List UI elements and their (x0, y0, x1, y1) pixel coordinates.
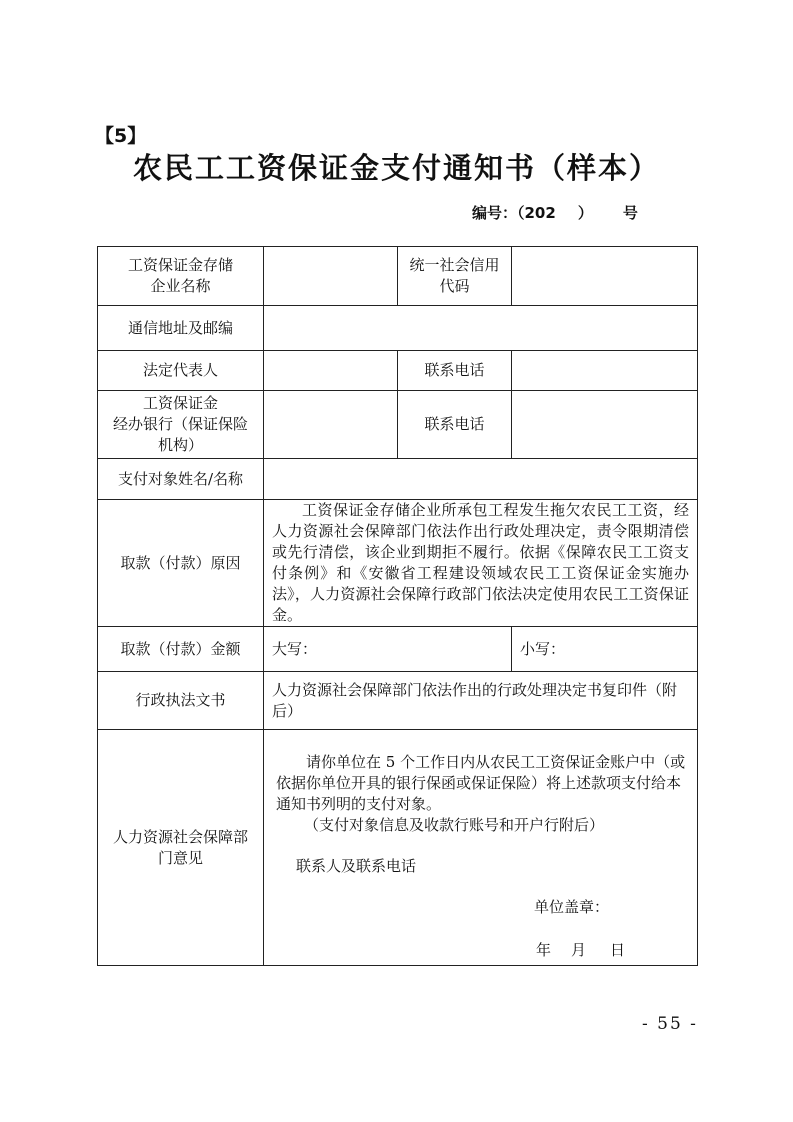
credit-code-label: 统一社会信用 代码 (398, 247, 512, 306)
credit-code-value[interactable] (512, 247, 698, 306)
payment-notice-form (97, 246, 698, 966)
section-tag: 【5】 (95, 125, 147, 147)
form-row-opinion (98, 730, 698, 966)
form-row-bank (98, 391, 698, 459)
opinion-content (264, 730, 698, 966)
reason-label: 取款（付款）原因 (98, 500, 264, 627)
opinion-seal: 单位盖章： (534, 898, 610, 916)
phone-value-2[interactable] (512, 391, 698, 459)
opinion-date: 年 月 日 (536, 941, 626, 959)
reason-text: 工资保证金存储企业所承包工程发生拖欠农民工工资，经人力资源社会保障部门依法作出行政处理决定，责令限期清偿或先行清偿，该企业到期拒不履行。依据《保障农民工工资支付条例》和《安徽省工程建设领域农民工工资保证金实施办法》，人力资源社会保障行政部门依法决定使用农民工工资保证金。 (264, 500, 698, 627)
amount-label: 取款（付款）金额 (98, 627, 264, 672)
opinion-contact: 联系人及联系电话 (296, 857, 417, 875)
serial-paren: ） (577, 204, 593, 222)
phone-label-2: 联系电话 (398, 391, 512, 459)
document-label: 行政执法文书 (98, 672, 264, 730)
serial-label: 编号：（202 (472, 204, 556, 222)
payee-value[interactable] (264, 459, 698, 500)
opinion-paragraph: 请你单位在 5 个工作日内从农民工工资保证金账户中（或依据你单位开具的银行保函或保证保险）将上述款项支付给本通知书列明的支付对象。 (276, 753, 686, 813)
company-name-value[interactable] (264, 247, 398, 306)
form-row-legal-rep (98, 351, 698, 391)
page-number: - 55 - (642, 1014, 698, 1034)
form-row-address (98, 306, 698, 351)
amount-upper[interactable]: 大写： (264, 627, 512, 672)
address-value[interactable] (264, 306, 698, 351)
address-label: 通信地址及邮编 (98, 306, 264, 351)
document-title: 农民工工资保证金支付通知书（样本） (132, 151, 660, 185)
form-row-payee (98, 459, 698, 500)
company-name-label: 工资保证金存储 企业名称 (98, 247, 264, 306)
payee-label: 支付对象姓名/名称 (98, 459, 264, 500)
form-row-company (98, 247, 698, 306)
opinion-label: 人力资源社会保障部 门意见 (98, 730, 264, 966)
legal-rep-label: 法定代表人 (98, 351, 264, 391)
bank-label: 工资保证金 经办银行（保证保险 机构） (98, 391, 264, 459)
phone-label-1: 联系电话 (398, 351, 512, 391)
bank-value[interactable] (264, 391, 398, 459)
form-row-document (98, 672, 698, 730)
legal-rep-value[interactable] (264, 351, 398, 391)
opinion-note: （支付对象信息及收款行账号和开户行附后） (304, 816, 605, 834)
document-text: 人力资源社会保障部门依法作出的行政处理决定书复印件（附后） (264, 672, 698, 730)
serial-number (472, 202, 638, 223)
phone-value-1[interactable] (512, 351, 698, 391)
serial-suffix: 号 (622, 204, 638, 222)
form-row-reason (98, 500, 698, 627)
amount-lower[interactable]: 小写： (512, 627, 698, 672)
form-row-amount (98, 627, 698, 672)
